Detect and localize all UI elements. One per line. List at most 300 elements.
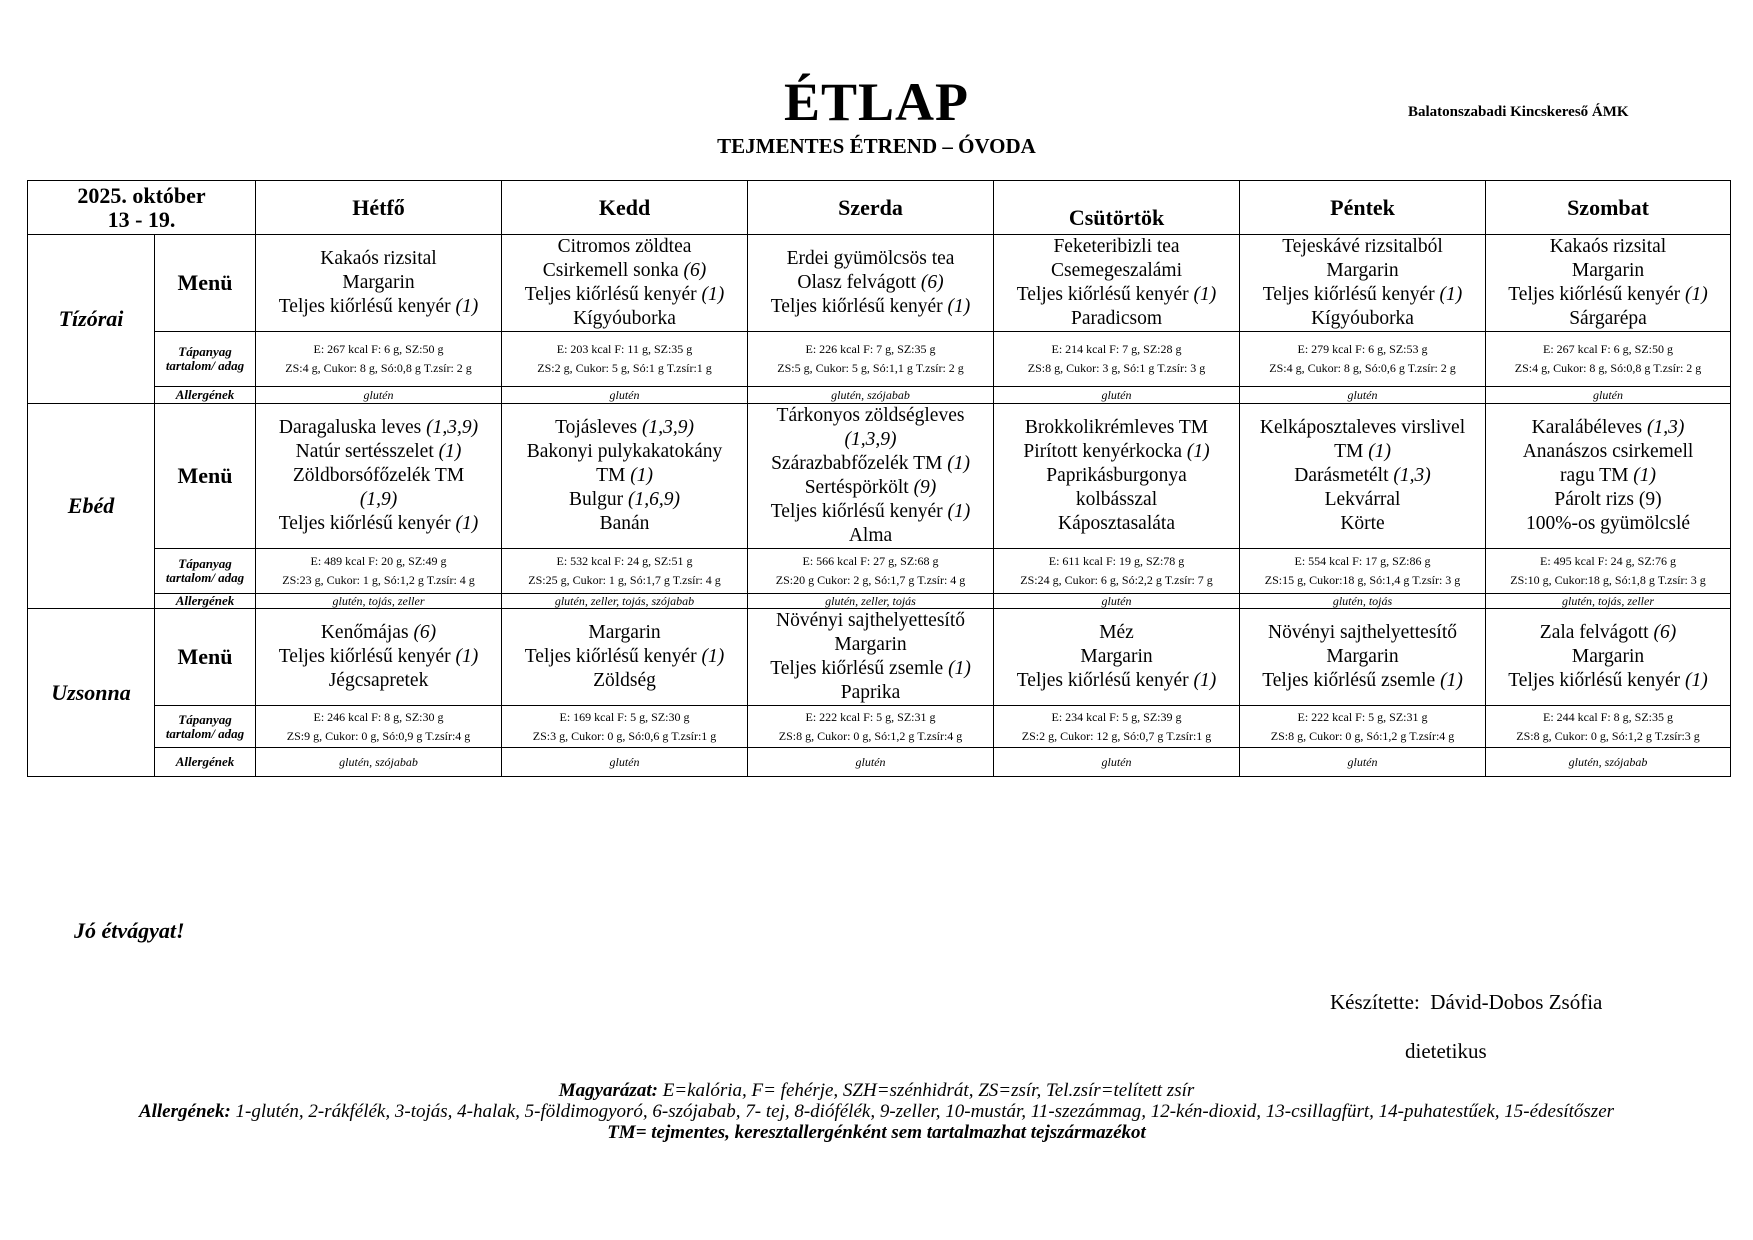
food-item [750, 295, 991, 319]
allergen-code: (6) [1653, 622, 1677, 643]
food-name: Kígyóuborka [1311, 308, 1414, 329]
institution-name: Balatonszabadi Kincskereső ÁMK [1408, 104, 1629, 120]
food-name: Margarin [1326, 260, 1399, 281]
allergen-cell: glutén [502, 387, 748, 404]
menu-cell [256, 404, 502, 549]
food-item [504, 259, 745, 283]
food-name: Növényi sajthelyettesítő [776, 610, 966, 631]
menu-cell [994, 235, 1240, 332]
food-name: Teljes kiőrlésű zsemle [770, 658, 944, 679]
nutrition-cell [748, 332, 994, 387]
food-item [750, 681, 991, 705]
allergen-cell: glutén [502, 748, 748, 777]
nutrition-cell [502, 332, 748, 387]
nutrition-cell [1486, 706, 1731, 748]
nutrition-line: ZS:20 g Cukor: 2 g, Só:1,7 g T.zsír: 4 g [775, 573, 966, 587]
nutrition-cell [1240, 706, 1486, 748]
allergen-code: (6) [413, 622, 437, 643]
allergen-code: (1) [1685, 670, 1708, 691]
allergen-code: (1) [455, 513, 479, 534]
allergen-label: Allergének: [138, 1101, 231, 1122]
nutrition-line: ZS:4 g, Cukor: 8 g, Só:0,8 g T.zsír: 2 g [285, 361, 472, 375]
meal-name: Ebéd [28, 404, 155, 609]
nutrition-line: ZS:24 g, Cukor: 6 g, Só:2,2 g T.zsír: 7 g [1020, 573, 1213, 587]
nutrition-line: ZS:2 g, Cukor: 5 g, Só:1 g T.zsír:1 g [537, 361, 712, 375]
allergen-list: 1-glutén, 2-rákfélék, 3-tojás, 4-halak, 5-földimogyoró, 6-szójabab, 7- tej, 8-diófélék, 9-zeller, 10-mustár, 11-szezámmag, 12-kén-dioxid, 13-csillagfürt, 14-puhatestűek, 15-édesítőszer [235, 1101, 1615, 1122]
tm-text: TM= tejmentes, keresztallergénként sem tartalmazhat tejszármazékot [607, 1122, 1146, 1143]
food-item [1488, 488, 1728, 512]
nutrition-line: E: 203 kcal F: 11 g, SZ:35 g [556, 342, 693, 356]
menu-cell [1486, 404, 1731, 549]
nutrition-line: ZS:3 g, Cukor: 0 g, Só:0,6 g T.zsír:1 g [532, 728, 717, 743]
food-item [750, 404, 991, 428]
page-subtitle: TEJMENTES ÉTREND – ÓVODA [717, 134, 1036, 158]
food-item [1488, 283, 1728, 307]
nutrition-line: E: 222 kcal F: 5 g, SZ:31 g [1297, 709, 1428, 724]
food-item [1242, 440, 1483, 464]
allergen-code: (1) [455, 646, 479, 667]
row-label-menu: Menü [155, 609, 256, 706]
food-name: Kakaós rizsital [1549, 236, 1667, 257]
nutrition-cell [256, 706, 502, 748]
food-item [258, 464, 499, 488]
allergen-code: (1) [948, 658, 971, 679]
food-item [1488, 669, 1728, 693]
food-item [1242, 416, 1483, 440]
row-label-allergens: Allergének [155, 594, 256, 609]
food-name: Bakonyi pulykakatokány [526, 441, 723, 462]
nutrition-line: E: 489 kcal F: 20 g, SZ:49 g [310, 554, 447, 568]
nutrition-line: ZS:23 g, Cukor: 1 g, Só:1,2 g T.zsír: 4 g [282, 573, 475, 587]
food-name: Erdei gyümölcsös tea [786, 248, 955, 269]
menu-cell [502, 404, 748, 549]
allergen-cell: glutén [1486, 387, 1731, 404]
allergen-code: (1) [947, 453, 970, 474]
food-name: Tárkonyos zöldségleves [776, 405, 965, 426]
row-label-menu: Menü [155, 404, 256, 549]
food-name: Banán [599, 513, 650, 534]
food-name: Kenőmájas [320, 622, 409, 643]
header-row [28, 181, 1731, 235]
allergen-cell: glutén [1240, 748, 1486, 777]
allergen-code: (1,3,9) [641, 417, 694, 438]
food-name: Teljes kiőrlésű kenyér [1508, 284, 1681, 305]
food-name: Margarin [1571, 646, 1645, 667]
food-item [1242, 669, 1483, 693]
food-item [750, 500, 991, 524]
food-item [1488, 645, 1728, 669]
food-item [750, 247, 991, 271]
food-name: Ananászos csirkemell [1522, 441, 1694, 462]
allergen-code: (1) [1368, 441, 1391, 462]
food-name: Tejeskávé rizsitalból [1282, 236, 1443, 257]
greeting: Jó étvágyat! [74, 918, 185, 943]
nutrition-line: ZS:15 g, Cukor:18 g, Só:1,4 g T.zsír: 3 g [1264, 573, 1461, 587]
nutrition-line: ZS:2 g, Cukor: 12 g, Só:0,7 g T.zsír:1 g [1021, 728, 1212, 743]
nutrition-cell [1240, 332, 1486, 387]
allergen-cell: glutén [1240, 387, 1486, 404]
food-name: Pirított kenyérkocka [1023, 441, 1183, 462]
food-name: Kelkáposztaleves virslivel [1259, 417, 1466, 438]
food-name: Káposztasaláta [1058, 513, 1175, 534]
nutrition-cell [1486, 549, 1731, 594]
food-name: Teljes kiőrlésű kenyér [524, 646, 697, 667]
allergen-code: (6) [683, 260, 707, 281]
food-item [1242, 259, 1483, 283]
allergen-cell: glutén, szójabab [748, 387, 994, 404]
food-item [750, 609, 991, 633]
nutrition-line: E: 226 kcal F: 7 g, SZ:35 g [805, 342, 936, 356]
food-name: Margarin [1080, 646, 1153, 667]
nutrition-line: ZS:10 g, Cukor:18 g, Só:1,8 g T.zsír: 3 g [1510, 573, 1706, 587]
allergen-cell: glutén, tojás, zeller [1486, 594, 1731, 609]
food-name: Olasz felvágott [797, 272, 916, 293]
menu-cell [748, 235, 994, 332]
nutrition-line: E: 234 kcal F: 5 g, SZ:39 g [1051, 709, 1182, 724]
nutrition-line: E: 222 kcal F: 5 g, SZ:31 g [805, 709, 936, 724]
nutrition-line: E: 169 kcal F: 5 g, SZ:30 g [559, 709, 690, 724]
food-name: Margarin [834, 634, 907, 655]
food-name: TM [596, 465, 626, 486]
food-name: Növényi sajthelyettesítő [1268, 622, 1458, 643]
food-item [258, 416, 499, 440]
food-item [1488, 416, 1728, 440]
food-item [1488, 621, 1728, 645]
food-item [996, 621, 1237, 645]
day-header: Csütörtök [994, 181, 1240, 235]
nutrition-cell [256, 332, 502, 387]
food-name: Teljes kiőrlésű kenyér [278, 296, 451, 317]
food-name: Teljes kiőrlésű kenyér [1016, 284, 1189, 305]
date-range-cell [28, 181, 256, 235]
food-item [258, 512, 499, 536]
allergen-cell: glutén, zeller, tojás [748, 594, 994, 609]
food-name: Szárazbabfőzelék TM [771, 453, 943, 474]
food-name: Margarin [588, 622, 661, 643]
food-name: Teljes kiőrlésű kenyér [278, 513, 451, 534]
allergen-cell: glutén, tojás, zeller [256, 594, 502, 609]
meal-allergen-row [28, 387, 1731, 404]
food-name: Teljes kiőrlésű kenyér [278, 646, 451, 667]
day-header: Szerda [748, 181, 994, 235]
food-item [504, 464, 745, 488]
row-label-menu: Menü [155, 235, 256, 332]
food-name: Karalábéleves [1531, 417, 1643, 438]
food-item [1242, 488, 1483, 512]
food-name: TM [1334, 441, 1364, 462]
nutrition-cell [502, 549, 748, 594]
nutrition-line: E: 214 kcal F: 7 g, SZ:28 g [1051, 342, 1182, 356]
food-name: Teljes kiőrlésű zsemle [1262, 670, 1436, 691]
date-range-days: 13 - 19. [107, 206, 176, 232]
food-item [1242, 621, 1483, 645]
row-label-nutrition: Tápanyag tartalom/ adag [155, 706, 256, 748]
nutrition-line: E: 532 kcal F: 24 g, SZ:51 g [556, 554, 693, 568]
food-item [750, 657, 991, 681]
allergen-cell: glutén, tojás [1240, 594, 1486, 609]
nutrition-line: E: 246 kcal F: 8 g, SZ:30 g [313, 709, 444, 724]
food-name: Paprikásburgonya [1046, 465, 1187, 486]
menu-cell [502, 235, 748, 332]
day-header: Péntek [1240, 181, 1486, 235]
allergen-code: (1,3,9) [844, 429, 897, 450]
allergen-cell: glutén [994, 387, 1240, 404]
legend [100, 1080, 1653, 1143]
food-item [996, 645, 1237, 669]
food-item [996, 488, 1237, 512]
food-item [750, 428, 991, 452]
allergen-code: (1) [947, 501, 971, 522]
nutrition-line: ZS:5 g, Cukor: 5 g, Só:1,1 g T.zsír: 2 g [777, 361, 964, 375]
food-item [1488, 464, 1728, 488]
food-name: Darásmetélt [1294, 465, 1389, 486]
menu-cell [256, 609, 502, 706]
food-name: Tojásleves [555, 417, 638, 438]
menu-cell [1240, 235, 1486, 332]
date-range-month: 2025. október [77, 182, 206, 208]
food-name: Feketeribizli tea [1053, 236, 1180, 257]
menu-cell [748, 404, 994, 549]
day-header: Szombat [1486, 181, 1731, 235]
food-item [258, 645, 499, 669]
legend-text: E=kalória, F= fehérje, SZH=szénhidrát, ZS=zsír, Tel.zsír=telített zsír [662, 1080, 1195, 1101]
food-name: Kakaós rizsital [320, 248, 437, 269]
food-item [504, 416, 745, 440]
food-item [1242, 307, 1483, 331]
author-title: dietetikus [1405, 1039, 1487, 1063]
food-item [258, 247, 499, 271]
food-item [1488, 440, 1728, 464]
food-name: Paprika [840, 682, 901, 703]
food-item [1242, 283, 1483, 307]
nutrition-cell [994, 332, 1240, 387]
nutrition-line: ZS:25 g, Cukor: 1 g, Só:1,7 g T.zsír: 4 g [528, 573, 721, 587]
meal-menu-row [28, 235, 1731, 332]
food-item [750, 524, 991, 548]
nutrition-cell [1486, 332, 1731, 387]
nutrition-line: ZS:8 g, Cukor: 3 g, Só:1 g T.zsír: 3 g [1027, 361, 1206, 375]
row-label-allergens: Allergének [155, 387, 256, 404]
food-name: Natúr sertésszelet [295, 441, 434, 462]
food-item [1242, 645, 1483, 669]
allergen-code: (1) [1186, 441, 1210, 462]
allergen-code: (1) [1685, 284, 1708, 305]
allergen-code: (1,3,9) [426, 417, 479, 438]
author [1330, 990, 1602, 1015]
food-item [996, 512, 1237, 536]
allergen-cell: glutén [994, 748, 1240, 777]
meal-nutrition-row [28, 549, 1731, 594]
food-item [996, 283, 1237, 307]
food-item [996, 307, 1237, 331]
legend-allergens [100, 1101, 1653, 1122]
food-name: Teljes kiőrlésű kenyér [770, 501, 943, 522]
food-name: Kígyóuborka [573, 308, 676, 329]
allergen-code: (1) [455, 296, 479, 317]
food-item [1488, 307, 1728, 331]
food-item [1242, 235, 1483, 259]
row-label-nutrition: Tápanyag tartalom/ adag [155, 332, 256, 387]
allergen-code: (1) [1193, 670, 1217, 691]
nutrition-line: E: 566 kcal F: 27 g, SZ:68 g [802, 554, 939, 568]
food-item [996, 235, 1237, 259]
food-name: Brokkolikrémleves TM [1024, 417, 1209, 438]
meal-menu-row [28, 609, 1731, 706]
food-item [504, 283, 745, 307]
food-name: Zöldborsófőzelék TM [292, 465, 465, 486]
food-item [996, 464, 1237, 488]
food-item [258, 621, 499, 645]
food-name: Teljes kiőrlésű kenyér [524, 284, 697, 305]
food-item [750, 271, 991, 295]
food-item [504, 235, 745, 259]
food-name: Teljes kiőrlésű kenyér [1508, 670, 1681, 691]
food-item [1488, 259, 1728, 283]
nutrition-cell [994, 706, 1240, 748]
food-item [1488, 235, 1728, 259]
food-item [258, 440, 499, 464]
allergen-code: (1) [1193, 284, 1217, 305]
allergen-code: (1,9) [359, 489, 398, 510]
food-name: Csirkemell sonka [542, 260, 679, 281]
author-label: Készítette: [1330, 990, 1420, 1014]
nutrition-cell [256, 549, 502, 594]
allergen-code: (1) [1440, 670, 1463, 691]
day-header: Hétfő [256, 181, 502, 235]
allergen-code: (6) [920, 272, 944, 293]
allergen-cell: glutén [994, 594, 1240, 609]
allergen-cell: glutén, szójabab [256, 748, 502, 777]
nutrition-line: E: 611 kcal F: 19 g, SZ:78 g [1048, 554, 1185, 568]
nutrition-cell [748, 706, 994, 748]
menu-cell [1240, 609, 1486, 706]
food-name: Margarin [1326, 646, 1399, 667]
food-name: Csemegeszalámi [1050, 260, 1183, 281]
food-item [504, 645, 745, 669]
nutrition-line: ZS:4 g, Cukor: 8 g, Só:0,8 g T.zsír: 2 g [1514, 361, 1702, 375]
food-item [750, 452, 991, 476]
meal-allergen-row [28, 748, 1731, 777]
nutrition-line: E: 267 kcal F: 6 g, SZ:50 g [313, 342, 444, 356]
food-name: Jégcsapretek [328, 670, 429, 691]
meal-name: Uzsonna [28, 609, 155, 777]
nutrition-line: ZS:4 g, Cukor: 8 g, Só:0,6 g T.zsír: 2 g [1269, 361, 1456, 375]
legend-explanation [100, 1080, 1653, 1101]
food-name: Teljes kiőrlésű kenyér [1016, 670, 1189, 691]
allergen-code: (1,3) [1646, 417, 1685, 438]
menu-cell [994, 609, 1240, 706]
meal-nutrition-row [28, 332, 1731, 387]
allergen-code: (1,3) [1393, 465, 1431, 486]
food-item [504, 440, 745, 464]
food-name: Sertéspörkölt [804, 477, 909, 498]
food-name: Zala felvágott [1539, 622, 1649, 643]
nutrition-line: E: 244 kcal F: 8 g, SZ:35 g [1543, 709, 1674, 724]
allergen-code: (9) [913, 477, 937, 498]
allergen-code: (1) [1633, 465, 1657, 486]
allergen-code: (1) [438, 441, 462, 462]
food-item [1488, 512, 1728, 536]
menu-cell [748, 609, 994, 706]
food-item [996, 440, 1237, 464]
row-label-allergens: Allergének [155, 748, 256, 777]
food-name: Teljes kiőrlésű kenyér [770, 296, 943, 317]
meal-nutrition-row [28, 706, 1731, 748]
allergen-code: (1) [701, 646, 725, 667]
food-item [258, 669, 499, 693]
food-name: Paradicsom [1071, 308, 1162, 329]
menu-cell [1486, 609, 1731, 706]
nutrition-line: ZS:8 g, Cukor: 0 g, Só:1,2 g T.zsír:3 g [1516, 728, 1700, 743]
meal-name: Tízórai [28, 235, 155, 404]
food-item [996, 259, 1237, 283]
menu-table [27, 180, 1731, 777]
nutrition-line: E: 267 kcal F: 6 g, SZ:50 g [1543, 342, 1674, 356]
food-item [258, 295, 499, 319]
food-item [504, 621, 745, 645]
food-item [504, 488, 745, 512]
menu-cell [256, 235, 502, 332]
food-name: Méz [1099, 622, 1134, 643]
nutrition-cell [502, 706, 748, 748]
food-item [996, 416, 1237, 440]
food-name: kolbásszal [1075, 489, 1158, 510]
allergen-code: (1) [630, 465, 653, 486]
menu-cell [502, 609, 748, 706]
nutrition-line: E: 495 kcal F: 24 g, SZ:76 g [1540, 554, 1677, 568]
food-item [1242, 512, 1483, 536]
food-name: Margarin [342, 272, 415, 293]
food-name: Körte [1340, 513, 1385, 534]
allergen-code: (1,6,9) [628, 489, 681, 510]
menu-cell [1486, 235, 1731, 332]
food-item [750, 476, 991, 500]
food-name: Bulgur [568, 489, 624, 510]
food-item [258, 271, 499, 295]
day-header: Kedd [502, 181, 748, 235]
food-name: Citromos zöldtea [557, 236, 692, 257]
food-item [504, 307, 745, 331]
food-item [504, 512, 745, 536]
allergen-code: (1) [947, 296, 971, 317]
page-title: ÉTLAP [783, 72, 970, 132]
allergen-cell: glutén, zeller, tojás, szójabab [502, 594, 748, 609]
menu-cell [994, 404, 1240, 549]
nutrition-line: E: 554 kcal F: 17 g, SZ:86 g [1294, 554, 1431, 568]
row-label-nutrition: Tápanyag tartalom/ adag [155, 549, 256, 594]
author-name: Dávid-Dobos Zsófia [1430, 990, 1603, 1014]
food-name: ragu TM [1559, 465, 1629, 486]
allergen-cell: glutén [748, 748, 994, 777]
food-item [1242, 464, 1483, 488]
food-name: Teljes kiőrlésű kenyér [1262, 284, 1435, 305]
food-name: Margarin [1571, 260, 1645, 281]
meal-menu-row [28, 404, 1731, 549]
food-name: 100%-os gyümölcslé [1525, 513, 1691, 534]
nutrition-cell [1240, 549, 1486, 594]
legend-label: Magyarázat: [558, 1080, 658, 1101]
meal-allergen-row [28, 594, 1731, 609]
allergen-cell: glutén, szójabab [1486, 748, 1731, 777]
food-name: Zöldség [593, 670, 656, 691]
nutrition-line: E: 279 kcal F: 6 g, SZ:53 g [1297, 342, 1428, 356]
food-item [750, 633, 991, 657]
allergen-cell: glutén [256, 387, 502, 404]
menu-cell [1240, 404, 1486, 549]
nutrition-line: ZS:8 g, Cukor: 0 g, Só:1,2 g T.zsír:4 g [778, 728, 963, 743]
allergen-code: (1) [1439, 284, 1463, 305]
legend-tm [100, 1122, 1653, 1143]
